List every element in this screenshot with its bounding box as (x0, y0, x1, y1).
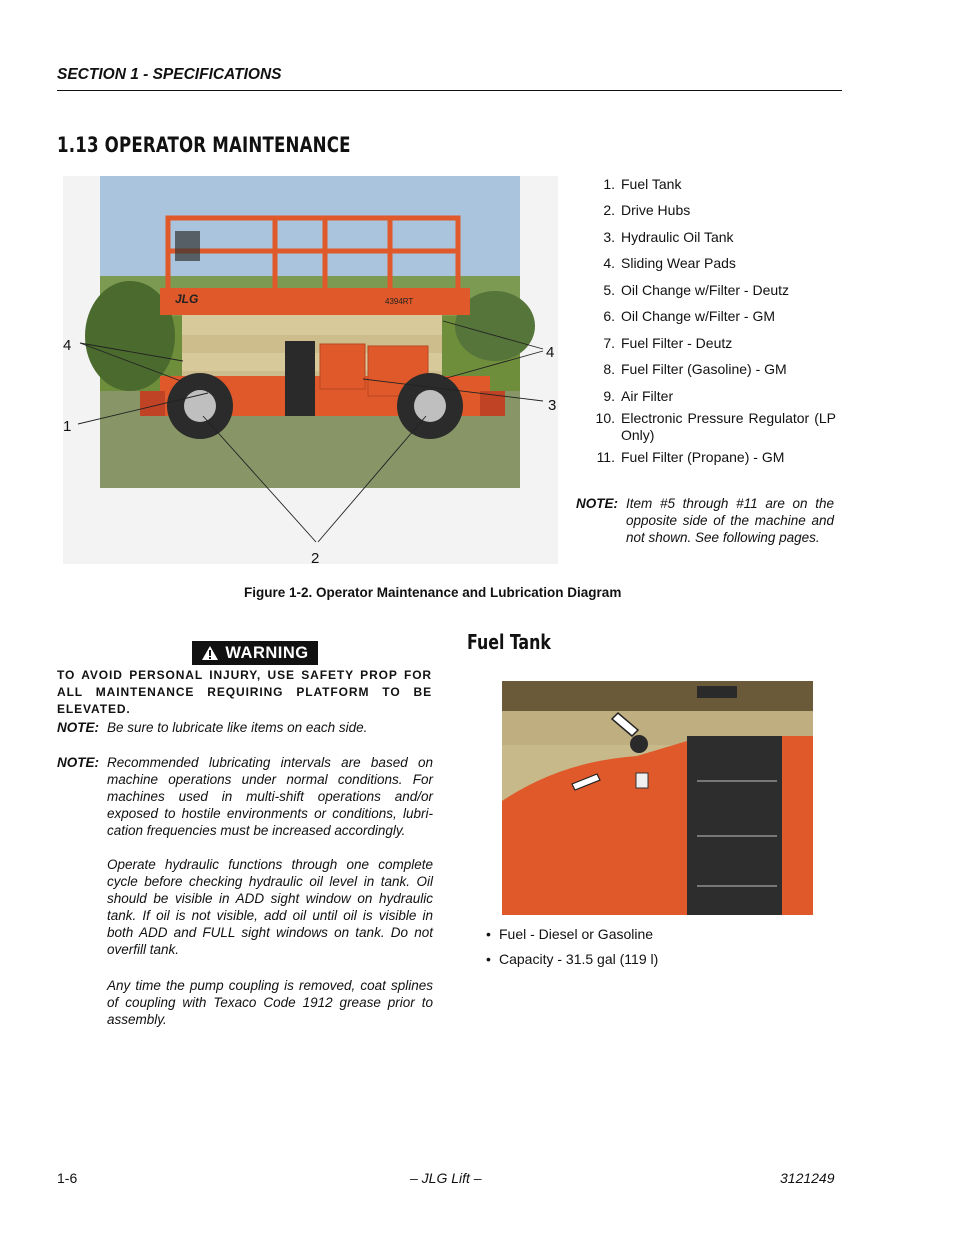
note-label: NOTE: (57, 720, 99, 735)
fuel-tank-image (502, 681, 813, 915)
legend-num: 1. (603, 176, 615, 192)
legend-num: 6. (603, 308, 615, 324)
note-label: NOTE: (576, 496, 618, 511)
brand-logo: JLG (175, 292, 199, 306)
legend-text: Oil Change w/Filter - GM (621, 308, 776, 324)
legend-num: 7. (603, 335, 615, 351)
fuel-tank-photo (502, 681, 813, 915)
note-text: Recommended lubricating intervals are based on machine operations under normal conditions. For machines used in multi-shift operations and/or exposed to hostile environments or conditions, lubri-cation frequencies must be increased accordingly. (107, 755, 433, 838)
warning-triangle-icon (201, 645, 219, 661)
figure-caption: Figure 1-2. Operator Maintenance and Lubrication Diagram (244, 585, 622, 600)
legend-num: 2. (603, 202, 615, 218)
document-number: 3121249 (780, 1170, 835, 1186)
callout-4-left: 4 (63, 337, 72, 354)
paragraph-text: Any time the pump coupling is removed, coat splines of coupling with Texaco Code 1912 grease prior to assembly. (107, 978, 433, 1027)
footer-center: – JLG Lift – (410, 1170, 482, 1186)
legend-num: 5. (603, 282, 615, 298)
note-label: NOTE: (57, 755, 99, 770)
legend-text: Sliding Wear Pads (621, 255, 736, 271)
page-title: 1.13 OPERATOR MAINTENANCE (57, 133, 351, 157)
warning-badge (192, 641, 318, 665)
callout-4-right: 4 (546, 344, 555, 361)
legend-text: Electronic Pressure Regulator (LP Only) (621, 410, 836, 443)
callout-1: 1 (63, 418, 72, 435)
note-text: Be sure to lubricate like items on each side. (107, 720, 368, 735)
scissor-lift-photo (63, 176, 558, 564)
list-item: • Capacity - 31.5 gal (119 l) (486, 951, 658, 976)
callout-2: 2 (311, 550, 320, 564)
legend-num: 9. (603, 388, 615, 404)
section-header: SECTION 1 - SPECIFICATIONS (57, 66, 282, 83)
legend-text: Drive Hubs (621, 202, 691, 218)
note-text: Item #5 through #11 are on the opposite side of the machine and not shown. See following pages. (626, 496, 834, 545)
page-number: 1-6 (57, 1170, 78, 1186)
legend-num: 3. (603, 229, 615, 245)
legend-text: Hydraulic Oil Tank (621, 229, 734, 245)
maintenance-figure (63, 176, 558, 564)
legend-text: Oil Change w/Filter - Deutz (621, 282, 790, 298)
fuel-tank-heading: Fuel Tank (467, 630, 551, 654)
legend-text: Fuel Filter (Gasoline) - GM (621, 361, 787, 377)
warning-label: WARNING (225, 643, 309, 662)
list-item: • Fuel - Diesel or Gasoline (486, 926, 658, 951)
legend-text: Fuel Tank (621, 176, 682, 192)
legend-text: Air Filter (621, 388, 674, 404)
warning-text: TO AVOID PERSONAL INJURY, USE SAFETY PROP FOR ALL MAINTENANCE REQUIRING PLATFORM TO BE ELEVATED. (57, 668, 432, 716)
fuel-tank-specs (486, 926, 658, 976)
legend-text: Fuel Filter - Deutz (621, 335, 733, 351)
legend-num: 4. (603, 255, 615, 271)
legend-num: 10. (595, 410, 615, 426)
legend-text: Fuel Filter (Propane) - GM (621, 449, 785, 465)
callout-3: 3 (548, 397, 557, 414)
legend-num: 11. (596, 449, 615, 465)
model-label: 4394RT (385, 297, 414, 306)
legend-num: 8. (603, 361, 615, 377)
paragraph-text: Operate hydraulic functions through one complete cycle before checking hydraulic oil level in tank. Oil should be visible in ADD sight window on hydraulic tank. If oil is not visible, add oil until oil is visible in both ADD and FULL sight windows on tank. Do not overfill tank. (107, 857, 433, 957)
header-rule (57, 90, 842, 91)
